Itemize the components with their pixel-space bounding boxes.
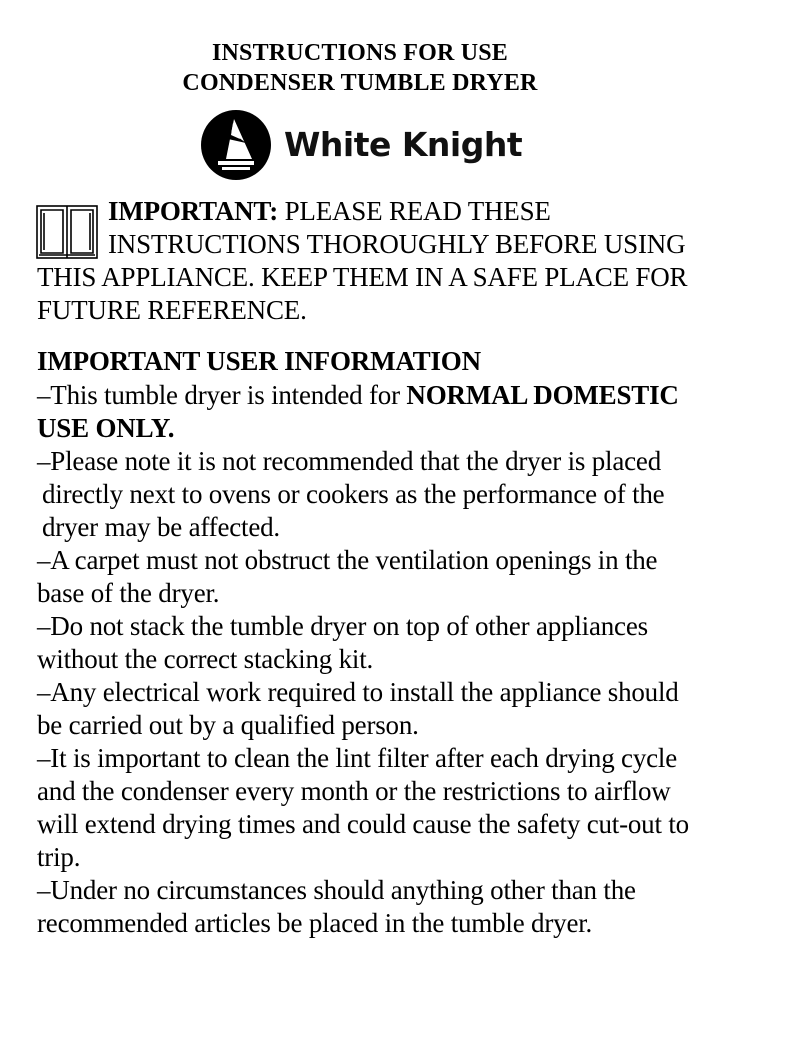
info-item-1-text: –This tumble dryer is intended for xyxy=(37,380,407,410)
info-item-3-line-1: –A carpet must not obstruct the ventilation openings in the xyxy=(37,545,658,575)
info-item-1-line-1 xyxy=(37,379,679,412)
info-item-6-line-2: and the condenser every month or the restrictions to airflow xyxy=(37,776,671,806)
info-item-2-line-3: dryer may be affected. xyxy=(42,512,280,542)
brand-name: White Knight xyxy=(284,125,523,164)
document-title-line-2: CONDENSER TUMBLE DRYER xyxy=(182,70,538,96)
important-notice-line-2: INSTRUCTIONS THOROUGHLY BEFORE USING xyxy=(108,229,686,259)
important-notice-text-1: PLEASE READ THESE xyxy=(278,196,551,226)
info-item-2-line-2: directly next to ovens or cookers as the performance of the xyxy=(42,479,665,509)
important-notice-line-3: THIS APPLIANCE. KEEP THEM IN A SAFE PLACE FOR xyxy=(37,262,688,292)
info-item-4-line-2: without the correct stacking kit. xyxy=(37,644,374,674)
info-item-1-emphasis: NORMAL DOMESTIC xyxy=(406,380,679,410)
info-item-6-line-3: will extend drying times and could cause the safety cut-out to xyxy=(37,809,689,839)
brand-logo xyxy=(200,108,522,182)
important-notice-line-1 xyxy=(108,195,551,228)
info-item-2-line-1: –Please note it is not recommended that the dryer is placed xyxy=(37,446,662,476)
info-item-6-line-1: –It is important to clean the lint filter after each drying cycle xyxy=(37,743,677,773)
info-item-6-line-4: trip. xyxy=(37,842,81,872)
important-notice-line-4: FUTURE REFERENCE. xyxy=(37,295,307,325)
open-book-icon xyxy=(35,203,99,261)
info-item-3-line-2: base of the dryer. xyxy=(37,578,220,608)
info-item-7-line-2: recommended articles be placed in the tumble dryer. xyxy=(37,908,593,938)
info-item-5-line-2: be carried out by a qualified person. xyxy=(37,710,419,740)
info-item-7-line-1: –Under no circumstances should anything other than the xyxy=(37,875,636,905)
info-item-5-line-1: –Any electrical work required to install the appliance should xyxy=(37,677,679,707)
important-label: IMPORTANT: xyxy=(108,196,279,226)
document-title-line-1: INSTRUCTIONS FOR USE xyxy=(211,40,509,66)
white-knight-logo-icon xyxy=(200,109,272,181)
section-heading: IMPORTANT USER INFORMATION xyxy=(37,346,481,376)
info-item-4-line-1: –Do not stack the tumble dryer on top of other appliances xyxy=(37,611,648,641)
info-item-1-line-2: USE ONLY. xyxy=(37,413,175,443)
